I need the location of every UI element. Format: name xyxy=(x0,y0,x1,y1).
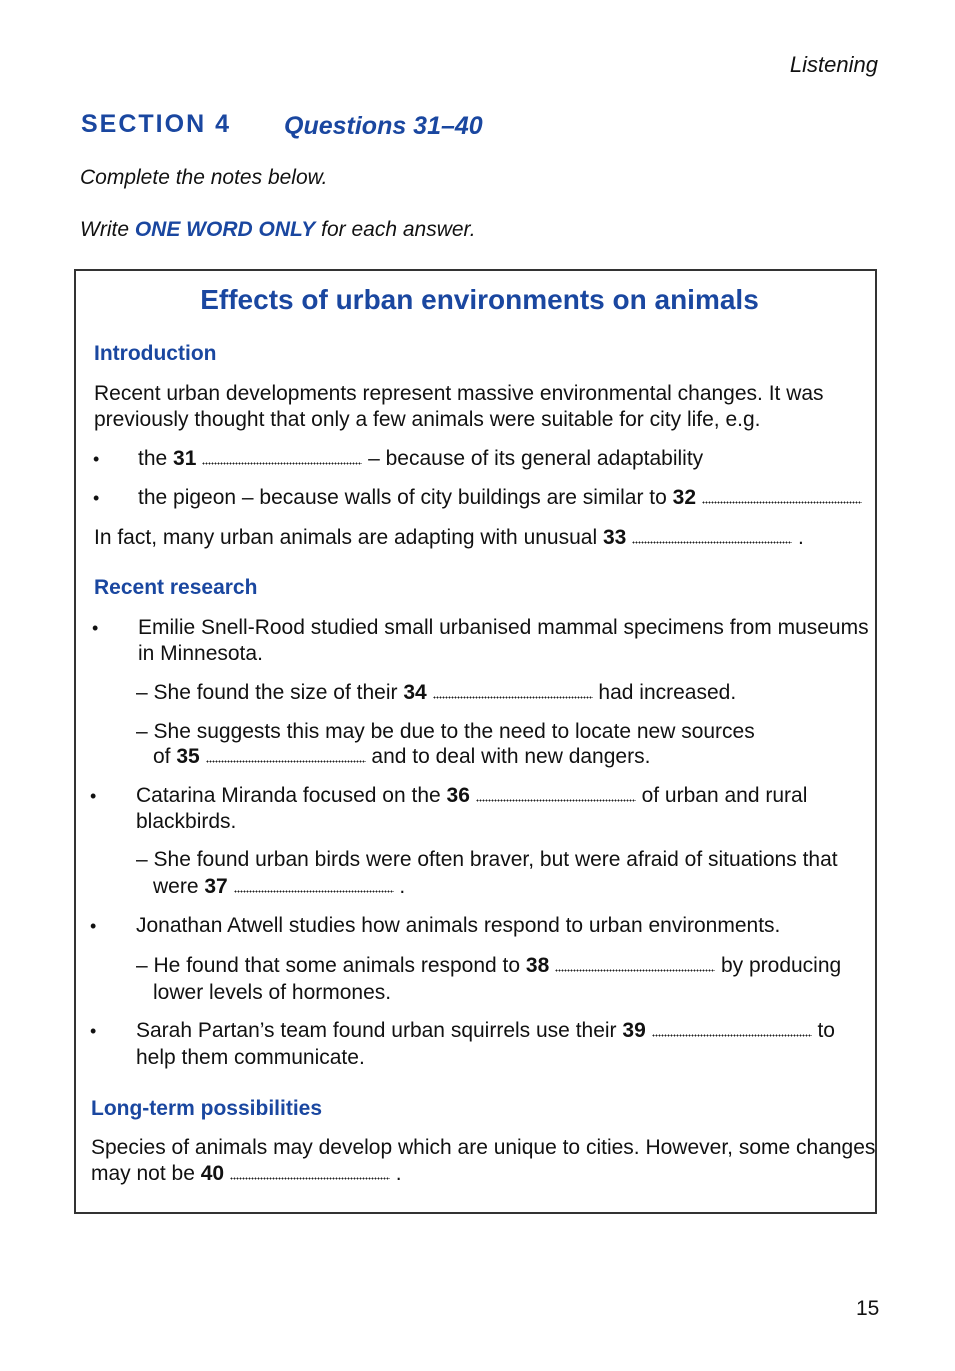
text: Sarah Partan’s team found urban squirrels use their xyxy=(136,1019,617,1042)
instruction-for-each: for each answer. xyxy=(321,218,476,241)
text: – He found that some animals respond to xyxy=(136,954,521,977)
text: the pigeon – because walls of city buildings are similar to xyxy=(138,486,667,509)
research-bullet-39 xyxy=(136,1019,835,1043)
intro-bullet-31 xyxy=(138,447,703,471)
research-bullet-snell-rood-line2: in Minnesota. xyxy=(138,642,263,665)
answer-blank-31[interactable] xyxy=(202,451,362,465)
text: . xyxy=(395,1162,402,1185)
question-number-38: 38 xyxy=(525,954,550,977)
text: and to deal with new dangers. xyxy=(371,745,651,768)
notes-title: Effects of urban environments on animals xyxy=(200,284,759,315)
research-bullet-atwell: Jonathan Atwell studies how animals respond to urban environments. xyxy=(136,914,781,937)
answer-blank-35[interactable] xyxy=(206,749,366,763)
research-sub-38-line2: lower levels of hormones. xyxy=(153,981,392,1004)
text: of urban and rural xyxy=(641,784,808,807)
question-number-33: 33 xyxy=(602,526,627,549)
text: In fact, many urban animals are adapting with unusual xyxy=(94,526,598,549)
question-number-39: 39 xyxy=(622,1019,646,1042)
answer-blank-38[interactable] xyxy=(555,958,715,972)
text: by producing xyxy=(720,954,842,977)
text: . xyxy=(399,875,406,898)
question-number-37: 37 xyxy=(204,875,228,898)
research-bullet-36 xyxy=(136,784,807,808)
instruction-complete-notes: Complete the notes below. xyxy=(80,166,328,189)
heading-recent-research: Recent research xyxy=(94,576,258,599)
research-bullet-snell-rood-line1: Emilie Snell-Rood studied small urbanised mammal specimens from museums xyxy=(138,616,869,639)
text: may not be xyxy=(91,1162,195,1185)
intro-paragraph-line2: previously thought that only a few animals were suitable for city life, e.g. xyxy=(94,408,761,431)
intro-bullet-32 xyxy=(138,486,862,510)
research-bullet-39-line2: help them communicate. xyxy=(136,1046,365,1069)
heading-introduction: Introduction xyxy=(94,342,217,365)
longterm-paragraph-line1: Species of animals may develop which are unique to cities. However, some changes xyxy=(91,1136,876,1159)
answer-blank-40[interactable] xyxy=(230,1166,390,1180)
research-sub-35-line2 xyxy=(153,745,650,769)
answer-blank-32[interactable] xyxy=(702,490,862,504)
research-sub-34 xyxy=(136,681,736,705)
question-number-36: 36 xyxy=(446,784,470,807)
bullet-marker: • xyxy=(90,916,97,936)
answer-blank-36[interactable] xyxy=(476,788,636,802)
text: of xyxy=(153,745,171,768)
section-label: SECTION 4 xyxy=(81,110,231,138)
text: had increased. xyxy=(598,681,737,704)
bullet-marker: • xyxy=(90,786,97,806)
text: Catarina Miranda focused on the xyxy=(136,784,441,807)
answer-blank-34[interactable] xyxy=(433,685,593,699)
heading-long-term: Long-term possibilities xyxy=(91,1097,323,1120)
section-type-label: Listening xyxy=(789,52,878,77)
text: the xyxy=(138,447,168,470)
bullet-marker: • xyxy=(90,1021,97,1041)
answer-blank-37[interactable] xyxy=(234,879,394,893)
page-number: 15 xyxy=(856,1297,880,1320)
bullet-marker: • xyxy=(92,618,99,638)
bullet-marker: • xyxy=(93,449,100,469)
text: . xyxy=(798,526,804,549)
intro-sentence-33 xyxy=(94,526,804,550)
intro-paragraph-line1: Recent urban developments represent massive environmental changes. It was xyxy=(94,382,824,405)
instruction-word-limit-emphasis: ONE WORD ONLY xyxy=(134,218,316,241)
research-sub-38 xyxy=(136,954,841,978)
instruction-word-limit xyxy=(80,218,476,242)
research-sub-35-line1: – She suggests this may be due to the need to locate new sources xyxy=(136,720,755,743)
bullet-marker: • xyxy=(93,488,100,508)
text: – because of its general adaptability xyxy=(368,447,704,470)
question-number-31: 31 xyxy=(173,447,197,470)
text: to xyxy=(817,1019,835,1042)
question-number-35: 35 xyxy=(176,745,200,768)
answer-blank-39[interactable] xyxy=(652,1023,812,1037)
research-bullet-36-line2: blackbirds. xyxy=(136,810,237,833)
text: – She found the size of their xyxy=(136,681,398,704)
questions-range-label: Questions 31–40 xyxy=(284,112,483,140)
answer-blank-33[interactable] xyxy=(632,530,792,544)
research-sub-37-line2 xyxy=(153,875,405,899)
text: were xyxy=(153,875,199,898)
question-number-34: 34 xyxy=(403,681,427,704)
research-sub-37-line1: – She found urban birds were often braver, but were afraid of situations that xyxy=(136,848,838,871)
question-number-32: 32 xyxy=(672,486,696,509)
instruction-write: Write xyxy=(80,218,129,241)
question-number-40: 40 xyxy=(200,1162,225,1185)
longterm-paragraph-40 xyxy=(91,1162,402,1186)
